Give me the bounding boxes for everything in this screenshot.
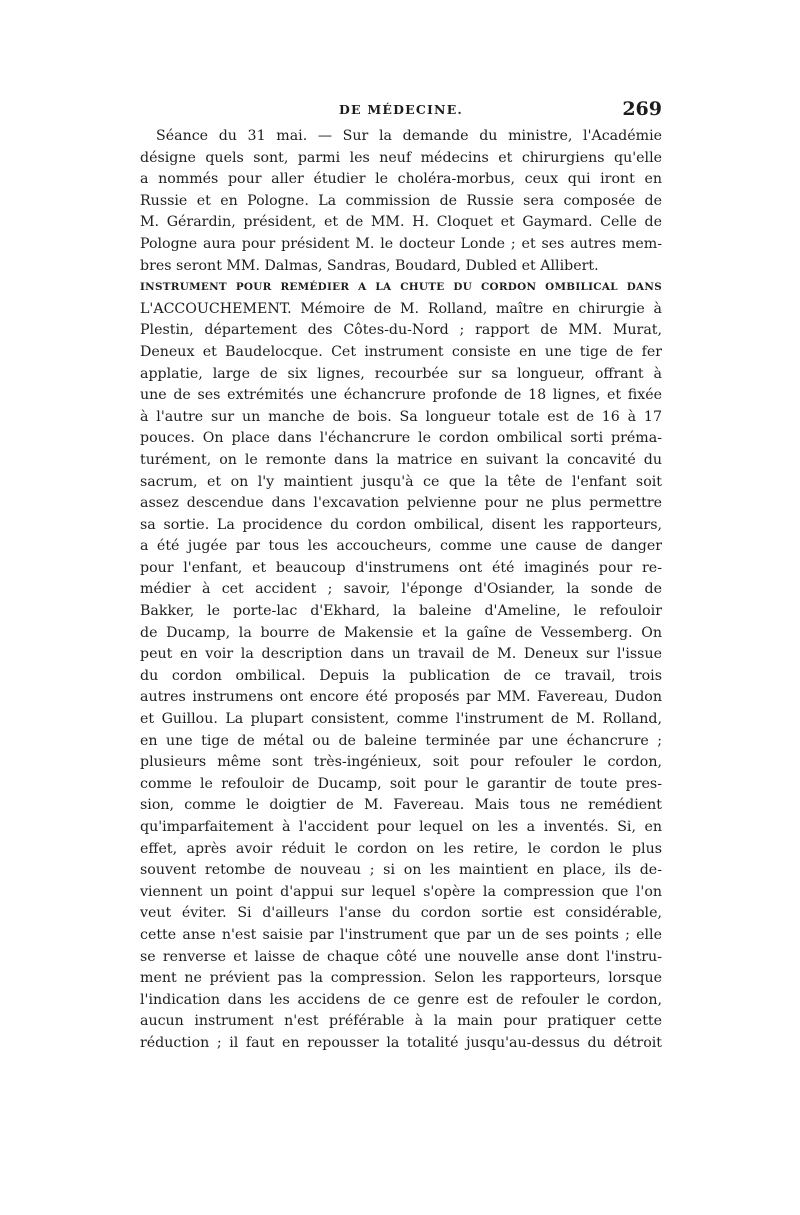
- text-line: turément, on le remonte dans la matrice en suivant la concavité du: [140, 451, 662, 468]
- text-line: autres instrumens ont encore été proposés par MM. Favereau, Dudon: [140, 689, 662, 706]
- text-line: et Guillou. La plupart consistent, comme l'instrument de M. Rolland,: [140, 711, 662, 728]
- text-line: une de ses extrémités une échancrure profonde de 18 lignes, et fixée: [140, 387, 662, 404]
- text-line: l'indication dans les accidens de ce genre est de refouler le cordon,: [140, 991, 662, 1008]
- body-text: [140, 126, 662, 1055]
- text-line: peut en voir la description dans un travail de M. Deneux sur l'issue: [140, 646, 662, 663]
- page-number: 269: [622, 98, 662, 120]
- text-line: réduction ; il faut en repousser la totalité jusqu'au-dessus du détroit: [140, 1034, 662, 1051]
- text-line: ment ne prévient pas la compression. Selon les rapporteurs, lorsque: [140, 970, 662, 987]
- text-line: de Ducamp, la bourre de Makensie et la gaîne de Vessemberg. On: [140, 624, 662, 641]
- text-line: Pologne aura pour président M. le docteur Londe ; et ses autres mem-: [140, 235, 662, 252]
- text-line: qu'imparfaitement à l'accident pour lequel on les a inventés. Si, en: [140, 819, 662, 835]
- text-line: désigne quels sont, parmi les neuf médecins et chirurgiens qu'elle: [140, 149, 662, 166]
- text-line: Séance du 31 mai. — Sur la demande du ministre, l'Académie: [156, 128, 662, 144]
- text-line: se renverse et laisse de chaque côté une nouvelle anse dont l'instru-: [140, 948, 662, 965]
- text-line: M. Gérardin, président, et de MM. H. Cloquet et Gaymard. Celle de: [140, 214, 662, 231]
- text-line: Deneux et Baudelocque. Cet instrument consiste en une tige de fer: [140, 343, 662, 360]
- text-line: sion, comme le doigtier de M. Favereau. Mais tous ne remédient: [140, 797, 662, 814]
- text-line: assez descendue dans l'excavation pelvienne pour ne plus permettre: [140, 495, 662, 512]
- text-line: plusieurs même sont très-ingénieux, soit pour refouler le cordon,: [140, 754, 662, 771]
- text-line: pour l'enfant, et beaucoup d'instrumens ont été imaginés pour re-: [140, 559, 662, 576]
- section-heading-line: INSTRUMENT POUR REMÉDIER A LA CHUTE DU CORDON OMBILICAL DANS: [140, 281, 662, 294]
- text-line: comme le refouloir de Ducamp, soit pour le garantir de toute pres-: [140, 775, 662, 792]
- text-line: sa sortie. La procidence du cordon ombilical, disent les rapporteurs,: [140, 516, 662, 533]
- text-line: L'ACCOUCHEMENT. Mémoire de M. Rolland, maître en chirurgie à: [140, 300, 662, 317]
- text-line: aucun instrument n'est préférable à la main pour pratiquer cette: [140, 1013, 662, 1030]
- text-line: bres seront MM. Dalmas, Sandras, Boudard, Dubled et Allibert.: [140, 257, 599, 274]
- text-line: Bakker, le porte-lac d'Ekhard, la baleine d'Ameline, le refouloir: [140, 603, 662, 620]
- text-line: a nommés pour aller étudier le choléra-morbus, ceux qui iront en: [140, 171, 662, 188]
- text-line: à l'autre sur un manche de bois. Sa longueur totale est de 16 à 17: [140, 408, 662, 425]
- text-line: médier à cet accident ; savoir, l'éponge d'Osiander, la sonde de: [140, 581, 662, 598]
- text-line: Russie et en Pologne. La commission de Russie sera composée de: [140, 192, 662, 209]
- text-line: cette anse n'est saisie par l'instrument que par un de ses points ; elle: [140, 926, 662, 943]
- text-line: a été jugée par tous les accoucheurs, comme une cause de danger: [140, 538, 662, 555]
- text-line: effet, après avoir réduit le cordon on les retire, le cordon le plus: [140, 840, 662, 857]
- text-line: sacrum, et on l'y maintient jusqu'à ce que la tête de l'enfant soit: [140, 473, 662, 490]
- running-head: [140, 98, 662, 122]
- text-line: applatie, large de six lignes, recourbée sur sa longueur, offrant à: [140, 365, 662, 382]
- running-title: DE MÉDECINE.: [339, 102, 463, 117]
- text-line: souvent retombe de nouveau ; si on les maintient en place, ils de-: [140, 862, 662, 879]
- text-line: Plestin, département des Côtes-du-Nord ; rapport de MM. Murat,: [140, 322, 662, 339]
- text-line: viennent un point d'appui sur lequel s'opère la compression que l'on: [140, 883, 662, 900]
- text-line: pouces. On place dans l'échancrure le cordon ombilical sorti préma-: [140, 430, 662, 447]
- text-line: du cordon ombilical. Depuis la publication de ce travail, trois: [140, 667, 662, 684]
- text-line: veut éviter. Si d'ailleurs l'anse du cordon sortie est considérable,: [140, 905, 662, 922]
- text-line: en une tige de métal ou de baleine terminée par une échancrure ;: [140, 732, 662, 749]
